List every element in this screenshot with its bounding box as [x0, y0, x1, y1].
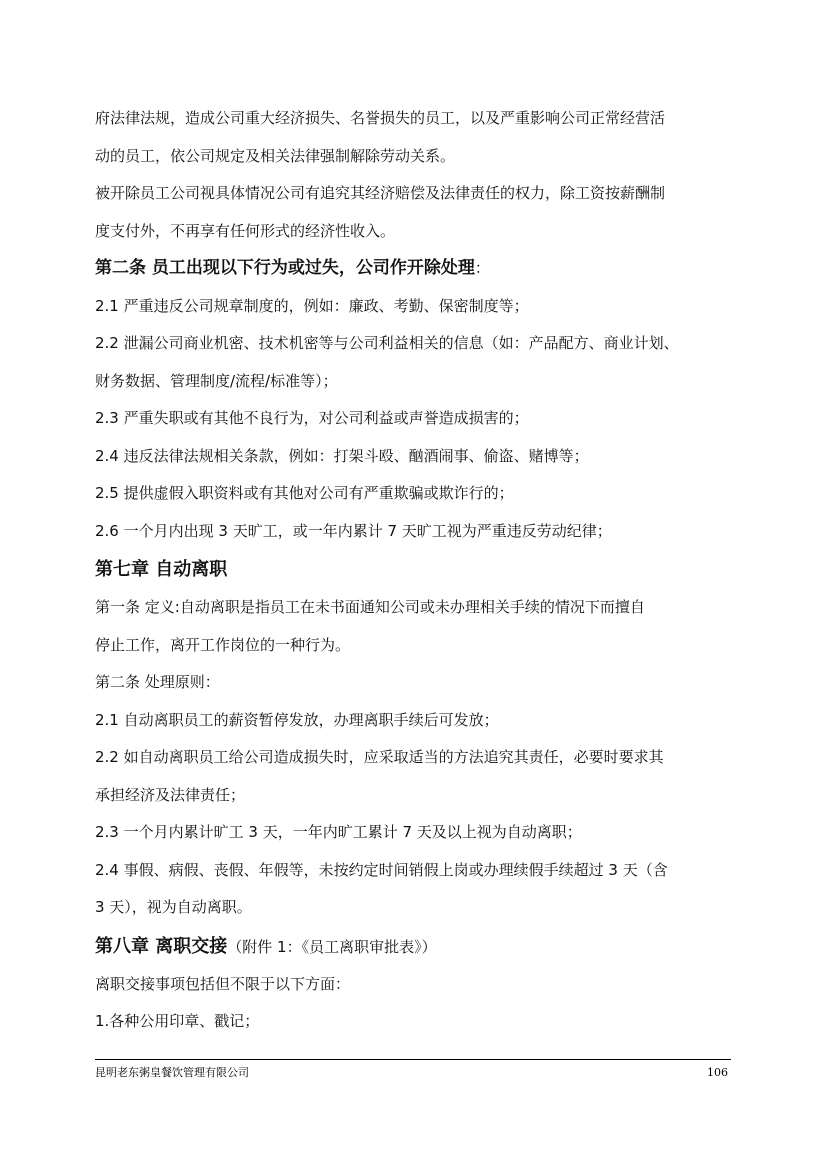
paragraph-line: 停止工作，离开工作岗位的一种行为。	[95, 635, 351, 654]
paragraph-line: 府法律法规，造成公司重大经济损失、名誉损失的员工，以及严重影响公司正常经营活	[95, 109, 666, 127]
article-heading-text: 第二条 员工出现以下行为或过失，公司作开除处理	[95, 258, 475, 278]
chapter-title: 第七章 自动离职	[95, 559, 228, 580]
article-heading-suffix: ：	[474, 259, 490, 277]
list-item: 2.2 如自动离职员工给公司造成损失时，应采取适当的方法追究其责任，必要时要求其	[95, 748, 664, 766]
article-heading	[95, 250, 735, 288]
chapter-title-text: 第八章 离职交接	[95, 935, 228, 957]
footer-company-name: 昆明老东粥皇餐饮管理有限公司	[95, 1066, 249, 1079]
paragraph-line: 度支付外，不再享有任何形式的经济性收入。	[95, 221, 396, 240]
chapter-title-suffix: （附件 1：《员工离职审批表》）	[227, 937, 437, 956]
page-number: 106	[707, 1066, 728, 1079]
list-item: 2.4 事假、病假、丧假、年假等，未按约定时间销假上岗或办理续假手续超过 3 天（含	[95, 860, 668, 879]
chapter-title	[95, 927, 735, 966]
paragraph-line: 动的员工，依公司规定及相关法律强制解除劳动关系。	[95, 146, 456, 165]
paragraph-line: 被开除员工公司视具体情况公司有追究其经济赔偿及法律责任的权力，除工资按薪酬制	[95, 184, 666, 202]
list-item: 财务数据、管理制度/流程/标准等）；	[95, 371, 338, 390]
list-item: 2.3 一个月内累计旷工 3 天，一年内旷工累计 7 天及以上视为自动离职；	[95, 823, 582, 841]
list-item: 2.4 违反法律法规相关条款，例如：打架斗殴、酗酒闹事、偷盗、赌博等；	[95, 446, 589, 465]
list-item: 2.1 自动离职员工的薪资暂停发放，办理离职手续后可发放；	[95, 710, 499, 729]
page-content	[95, 100, 735, 1041]
list-item: 2.5 提供虚假入职资料或有其他对公司有严重欺骗或欺诈行的；	[95, 484, 514, 502]
paragraph-line: 第一条 定义:自动离职是指员工在未书面通知公司或未办理相关手续的情况下而擅自	[95, 598, 645, 616]
list-item: 承担经济及法律责任；	[95, 785, 246, 804]
list-item: 3 天），视为自动离职。	[95, 898, 252, 916]
list-item: 2.2 泄漏公司商业机密、技术机密等与公司利益相关的信息（如：产品配方、商业计划、	[95, 334, 679, 352]
paragraph-line: 离职交接事项包括但不限于以下方面：	[95, 974, 351, 993]
footer-divider	[95, 1059, 731, 1060]
list-item: 1.各种公用印章、戳记；	[95, 1012, 260, 1030]
list-item: 2.1 严重违反公司规章制度的，例如：廉政、考勤、保密制度等；	[95, 296, 529, 315]
list-item: 2.3 严重失职或有其他不良行为，对公司利益或声誉造成损害的；	[95, 409, 529, 427]
list-item: 2.6 一个月内出现 3 天旷工，或一年内累计 7 天旷工视为严重违反劳动纪律；	[95, 521, 612, 540]
paragraph-line: 第二条 处理原则：	[95, 673, 220, 691]
